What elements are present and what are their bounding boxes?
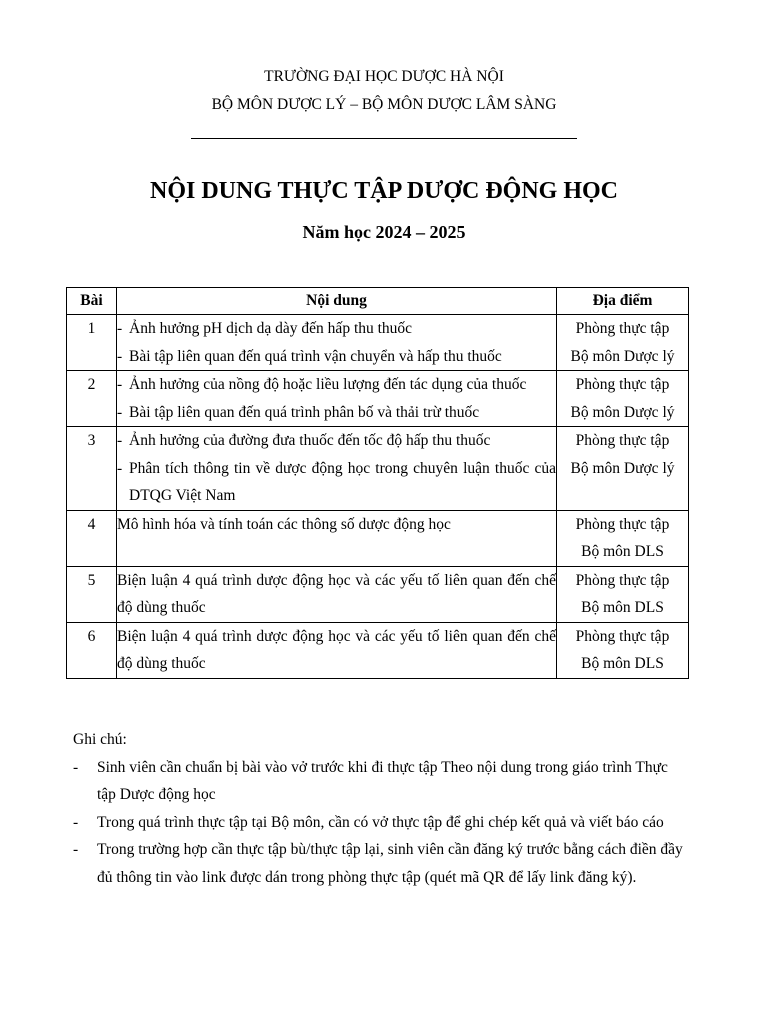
content-item: - Ảnh hưởng của nồng độ hoặc liều lượng đến tác dụng của thuốc [117,371,556,399]
table-row [67,427,689,511]
lesson-number: 4 [67,510,117,566]
lesson-content [117,371,557,427]
table-row [67,371,689,427]
bullet-dash: - [117,347,123,365]
table-header-row [67,288,689,315]
header-lesson: Bài [67,288,117,315]
bullet-dash: - [117,320,123,337]
lesson-location: Phòng thực tập Bộ môn Dược lý [557,371,689,427]
page-title: NỘI DUNG THỰC TẬP DƯỢC ĐỘNG HỌC [149,178,619,204]
lesson-content [117,315,557,371]
lesson-location: Phòng thực tập Bộ môn Dược lý [557,427,689,511]
lesson-content: Biện luận 4 quá trình dược động học và các yếu tố liên quan đến chế độ dùng thuốc [117,622,557,678]
schedule-table [66,287,689,679]
content-item: - Phân tích thông tin về dược động học trong chuyên luận thuốc của DTQG Việt Nam [117,455,556,510]
lesson-number: 3 [67,427,117,511]
content-item: - Bài tập liên quan đến quá trình phân bố và thải trừ thuốc [117,399,556,427]
note-item: - Sinh viên cần chuẩn bị bài vào vở trước khi đi thực tập Theo nội dung trong giáo trình Thực tập Dược động học [73,754,688,809]
bullet-dash: - [73,841,79,858]
bullet-dash: - [117,376,123,393]
lesson-content [117,427,557,511]
note-item: - Trong quá trình thực tập tại Bộ môn, cần có vở thực tập để ghi chép kết quả và viết báo cáo [73,809,688,837]
table-row [67,315,689,371]
bullet-dash: - [117,459,123,477]
content-item: - Ảnh hưởng pH dịch dạ dày đến hấp thu thuốc [117,315,556,343]
lesson-location: Phòng thực tập Bộ môn DLS [557,510,689,566]
lesson-content: Biện luận 4 quá trình dược động học và các yếu tố liên quan đến chế độ dùng thuốc [117,566,557,622]
header-location: Địa điểm [557,288,689,315]
lesson-location: Phòng thực tập Bộ môn Dược lý [557,315,689,371]
content-item: - Ảnh hưởng của đường đưa thuốc đến tốc độ hấp thu thuốc [117,427,556,455]
header-divider [191,138,577,139]
table-row [67,566,689,622]
notes-title: Ghi chú: [73,731,127,748]
bullet-dash: - [73,758,79,776]
university-name: TRƯỜNG ĐẠI HỌC DƯỢC HÀ NỘI [264,68,504,85]
bullet-dash: - [73,813,79,831]
department-name: BỘ MÔN DƯỢC LÝ – BỘ MÔN DƯỢC LÂM SÀNG [211,96,557,113]
lesson-number: 6 [67,622,117,678]
academic-year: Năm học 2024 – 2025 [302,222,466,242]
bullet-dash: - [117,432,123,449]
lesson-number: 5 [67,566,117,622]
header-content: Nội dung [117,288,557,315]
lesson-number: 2 [67,371,117,427]
lesson-content: Mô hình hóa và tính toán các thông số dược động học [117,510,557,566]
lesson-number: 1 [67,315,117,371]
table-row [67,510,689,566]
note-item: - Trong trường hợp cần thực tập bù/thực tập lại, sinh viên cần đăng ký trước bằng cách điền đầy đủ thông tin vào link được dán trong phòng thực tập (quét mã QR để lấy link đăng ký). [73,836,688,891]
content-item: - Bài tập liên quan đến quá trình vận chuyển và hấp thu thuốc [117,343,556,371]
lesson-location: Phòng thực tập Bộ môn DLS [557,622,689,678]
table-row [67,622,689,678]
notes-section [73,726,688,891]
bullet-dash: - [117,403,123,421]
lesson-location: Phòng thực tập Bộ môn DLS [557,566,689,622]
